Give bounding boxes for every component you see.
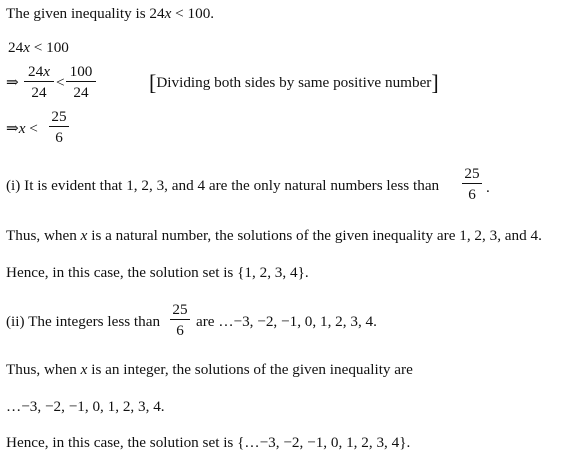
fraction-25-over-6 [170,302,190,338]
fraction-bar [49,126,69,127]
fraction-numerator: 25 [172,301,188,318]
step3-lt: < [25,120,38,137]
step1-var: x [23,39,30,56]
part-i-period: . [486,179,490,196]
hence-natural-line: Hence, in this case, the solution set is {1, 2, 3, 4}. [6,264,309,281]
right-bracket: ] [431,70,439,95]
fraction-100-over-24 [66,64,96,100]
thus1-b: is a natural number, the solutions of the given inequality are 1, 2, 3, and 4. [87,227,542,244]
intro-var: x [164,5,172,22]
fraction-denominator: 6 [468,186,476,204]
thus-integer-line [6,362,413,377]
fraction-numerator: 25 [51,108,67,125]
step1-coef: 24 [8,39,24,56]
fraction-bar [462,183,482,184]
fraction-bar [24,81,54,82]
implies-arrow-2: ⇒ [6,120,19,137]
part-ii-text-a: (ii) The integers less than [6,313,161,330]
fraction-denominator: 24 [73,84,89,102]
fraction-bar [66,81,96,82]
step1-rest: < 100 [29,39,69,56]
thus2-a: Thus, when [6,361,81,378]
fraction-denominator: 6 [55,129,63,147]
integer-list-line: …−3, −2, −1, 0, 1, 2, 3, 4. [6,398,165,415]
thus-natural-line [6,228,542,243]
left-bracket: [ [149,70,157,95]
thus1-a: Thus, when [6,227,81,244]
fraction-24x-over-24 [24,64,54,100]
fraction-denominator: 6 [176,322,184,340]
implies-arrow-1: ⇒ [6,74,19,91]
step3-var: x [18,120,26,137]
fraction-numerator: 25 [464,165,480,182]
fraction-bar [170,319,190,320]
intro-prefix: The given inequality is 24 [6,5,165,22]
fraction-numerator [24,64,54,79]
frac-num-var: x [43,63,50,80]
hence-integer-line: Hence, in this case, the solution set is {…−3, −2, −1, 0, 1, 2, 3, 4}. [6,434,411,451]
thus2-var: x [80,361,88,378]
frac-num-coef: 24 [28,63,44,80]
part-i-text: (i) It is evident that 1, 2, 3, and 4 are the only natural numbers less than [6,177,440,194]
fraction-denominator: 24 [31,84,47,102]
fraction-numerator: 100 [69,63,93,80]
step3-lhs [6,121,38,136]
thus2-b: is an integer, the solutions of the given inequality are [87,361,413,378]
part-ii-text-b: are …−3, −2, −1, 0, 1, 2, 3, 4. [196,313,377,330]
less-than-sign: < [56,74,65,91]
inequality-step-1 [8,40,69,55]
fraction-25-over-6 [462,166,482,202]
intro-line [6,6,214,21]
bracket-note [149,72,439,94]
bracket-note-text: Dividing both sides by same positive number [156,74,432,91]
thus1-var: x [80,227,88,244]
intro-suffix: < 100. [171,5,215,22]
fraction-25-over-6 [49,109,69,145]
